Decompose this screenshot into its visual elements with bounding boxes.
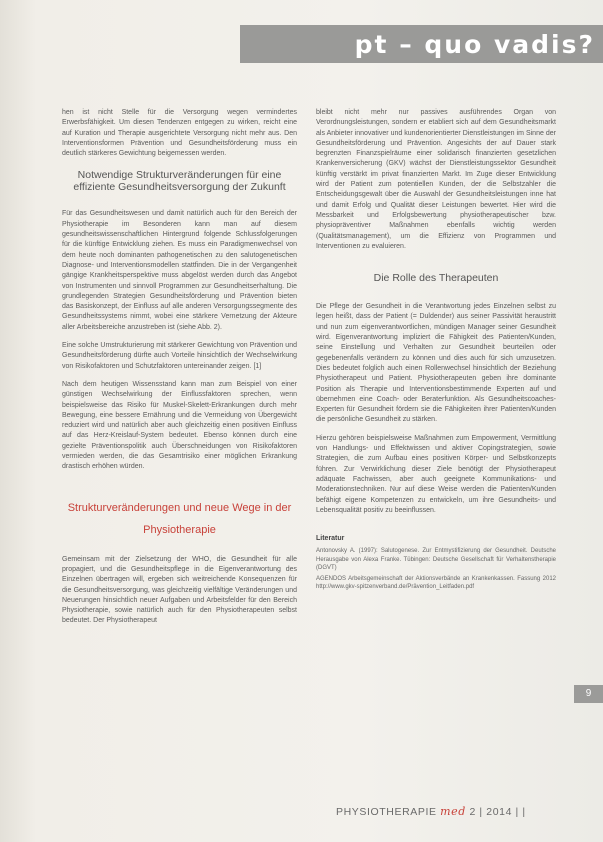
section-heading-therapist-role: Die Rolle des Therapeuten	[373, 272, 499, 285]
footer-issue: 2 | 2014 | |	[469, 806, 526, 818]
left-column	[62, 108, 297, 635]
literature-item: Antonovsky A. (1997): Salutogenese. Zur Entmystifizierung der Gesundheit. Deutsche Herausgabe von Alexa Franke. Tübingen: Deutsche Gesellschaft für Verhaltenstherapie (DGVT)	[316, 548, 556, 572]
paragraph: Eine solche Umstrukturierung mit stärkerer Gewichtung von Prävention und Gesundheitsförderung dürfte auch Vorteile hinsichtlich der Wechselwirkung von Risikofaktoren und Schutzfaktoren untereinander zeigen. [1]	[62, 342, 297, 370]
intro-paragraph: hen ist nicht Stelle für die Versorgung wegen vermindertes Erwerbsfähigkeit. Um diesen Tendenzen entgegen zu wirken, reicht eine auf Kuration und Therapie ausgerichtete Versorgung nicht mehr aus. Den Interventionsformen Prävention und Gesundheitsförderung muss ein deutlich stärkeres Gewichtung beigemessen werden.	[62, 109, 297, 158]
literature-list	[316, 547, 556, 592]
paragraph: Hierzu gehören beispielsweise Maßnahmen zum Empowerment, Vermittlung von Handlungs- und Effektwissen und aktiver Copingstrategien, sowie Strategien, die zum Aufbau eines positiven Körper- und Selbstkonzepts führen. Zur Verwirklichung dieser Ziele benötigt der Physiotherapeut adäquate Fachwissen, aber auch geeignete Kommunikations- und Moderationstechniken. Nur auf diese Weise werden die Patienten/Kunden befähigt eigene Kompetenzen zu entwickeln, um ihre Gesundheits- und Lebensqualität positiv zu beeinflussen.	[316, 434, 556, 514]
literature-item: AGENDOS Arbeitsgemeinschaft der Aktionsverbände an Krankenkassen. Fassung 2012 http://www.gkv-spitzenverband.de/Prävention_Leitfaden.pdf	[316, 575, 556, 591]
paragraph: bleibt nicht mehr nur passives ausführendes Organ von Verordnungsleistungen, sondern er etabliert sich auf dem Gesundheitsmarkt als Anbieter innovativer und kundenorientierter Dienstleistungen im Sinne der Gesundheitsförderung und Prävention. Angesichts der auf Dauer stark begrenzten Finanzspielräume einer solidarisch finanzierten gesetzlichen Krankenversicherung (GKV) wächst der Dienstleistungssektor Gesundheit künftig verstärkt im privat finanzierten Markt. Im Zuge dieser Entwicklung wird der Patient zum potentiellen Kunden, der die Selbstzahler die Entscheidungsgewalt über die Auswahl der Gesundheitsleistungen inne hat und damit Erfolg und Qualität dieser Leistungen bewertet. Hier wird die Messbarkeit und Erfolgsbewertung physiotherapeutischer bzw. physiopräventiver Maßnahmen ebenfalls wichtig werden (Qualitätsmanagement), um die Effizienz von Programmen und Interventionen zu evaluieren.	[316, 109, 556, 250]
footer-brand-accent: med	[440, 805, 466, 818]
paragraph: Nach dem heutigen Wissensstand kann man zum Beispiel von einer günstigen Wechselwirkung der Einflussfaktoren sprechen, wenn beispielsweise das Risiko für Muskel-Skelett-Erkrankungen durch mehr Bewegung, eine bessere Ernährung und die Vermeidung von Übergewicht reduziert wird und natürlich aber auch gleichzeitig einen positiven Einfluss auf das Herz-Kreislauf-System bedeutet. Ebenso können durch eine gezielte Präventionspolitik auch Überschneidungen von Risikofaktoren vermieden werden, die das Gesamtrisiko einer möglichen Erkrankung drastisch erhöhen würden.	[62, 380, 297, 471]
page-header-title: pt – quo vadis?	[354, 30, 595, 59]
footer	[336, 804, 566, 820]
paragraph: Die Pflege der Gesundheit in die Verantwortung jedes Einzelnen selbst zu legen heißt, dass der Patient (= Duldender) aus seiner Passivität heraustritt und nun zum eigenverantwortlichen, mündigen Manager seiner Gesundheit wird. Eigenverantwortung impliziert die Fähigkeit des Patienten/Kunden, seine Einstellung und Verhalten zur Gesundheit beurteilen oder gegebenenfalls verändern zu können und dies auch für sich umzusetzen. Dies bedeutet folglich auch einen Rollenwechsel hinsichtlich der Beziehung Physiotherapeut und Patient. Physiotherapeuten geben ihre dominante Position als Therapie und Interventionsbestimmende Experten auf und übernehmen eine Coach- oder Beraterfunktion. Als Gesundheitscoaches-Experten für Gesundheit fördern sie die Fähigkeiten ihrer Patienten/Kunden die persönliche Gesundheit zu stärken.	[316, 303, 556, 424]
paragraph: Gemeinsam mit der Zielsetzung der WHO, die Gesundheit für alle propagiert, und die Gesundheitspflege in die Eigenverantwortung des Einzelnen übertragen will, ergeben sich weitreichende Konsequenzen für die Gesundheitsversorgung, was gleichzeitig vielfältige Veränderungen und Neuerungen hinsichtlich neuer Aufgaben und Arbeitsfelder für den Bereich Physiotherapie, sowie natürlich auch für den Physiotherapeuten selbst bedeutet. Der Physiotherapeut	[62, 555, 297, 625]
right-column	[316, 108, 556, 594]
page-number-tab: 9	[574, 685, 603, 703]
literature-heading: Literatur	[316, 535, 345, 543]
section-heading-structure: Notwendige Strukturveränderungen für eine effiziente Gesundheitsversorgung der Zukunft	[73, 169, 286, 194]
paragraph: Für das Gesundheitswesen und damit natürlich auch für den Bereich der Physiotherapie im Besonderen kann man auf diesem gesundheitswissenschaftlichen Hintergrund folgende Schlussfolgerungen für die künftige Entwicklung ziehen. Es muss ein Paradigmenwechsel von dem heute noch dominanten pathogenetischen zu den salutogenetischen Diagnose- und Interventionsmodellen stattfinden. Die in der Vergangenheit gängige Krankheitsperspektive muss abgelöst werden durch das Angebot von Instrumenten und sinnvoll Programmen zur Gesundheitserhaltung. Die grundlegenden Strategien Gesundheitsförderung und Prävention bieten das Basiskonzept, der Einfluss auf alle anderen Versorgungssegmente des Gesundheitssystems nimmt, wobei eine stärkere Vernetzung der Akteure aller Arbeitsbereiche anzustreben ist (siehe Abb. 2).	[62, 210, 297, 331]
section-heading-physiotherapy: Strukturveränderungen und neue Wege in der Physiotherapie	[67, 501, 292, 536]
footer-brand: PHYSIOTHERAPIE	[336, 806, 437, 818]
